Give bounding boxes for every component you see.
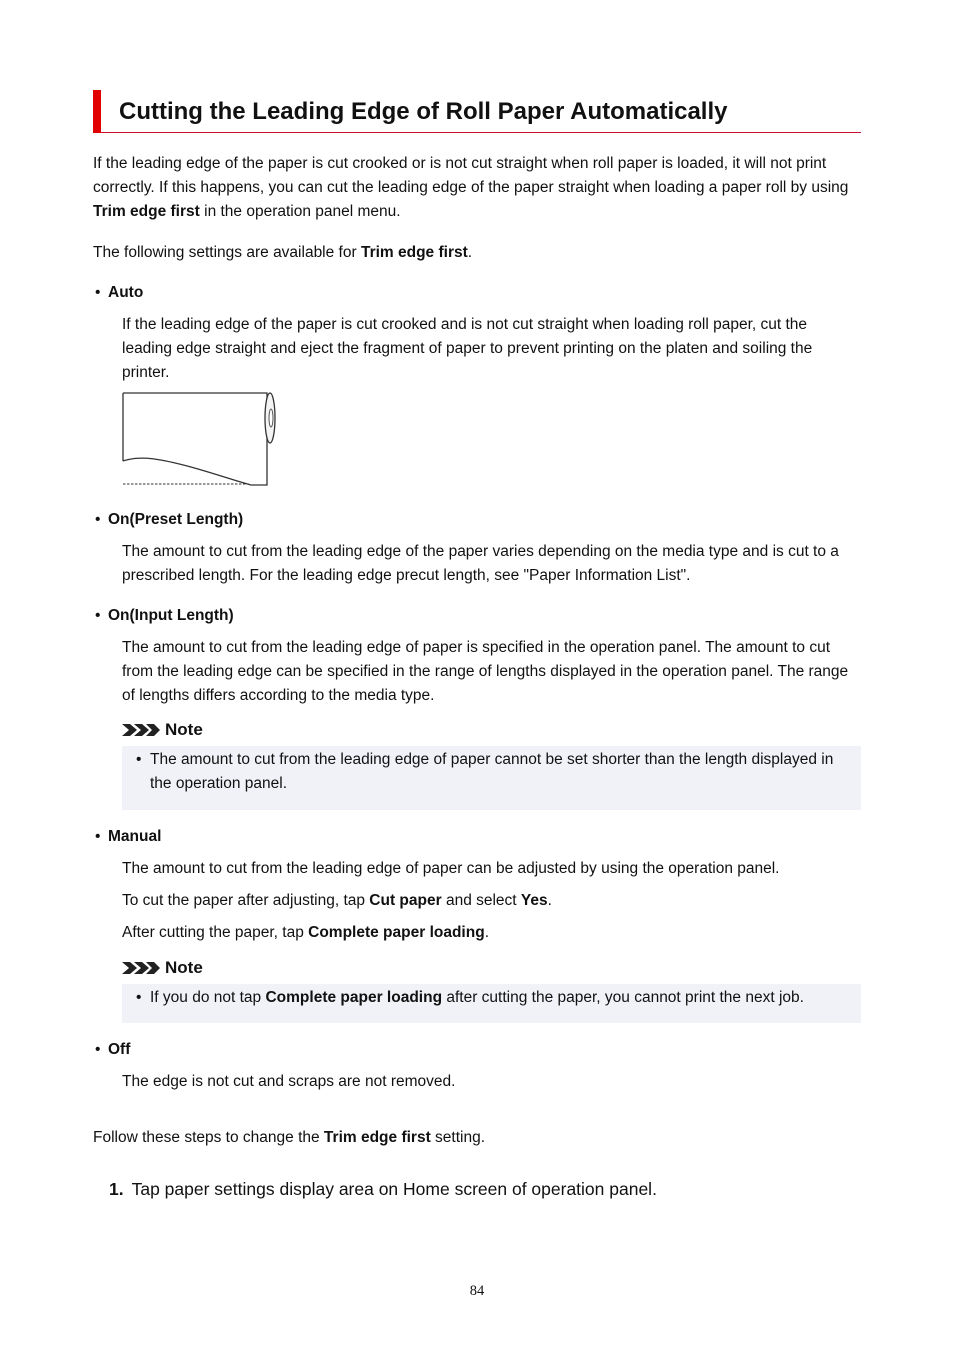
option-input-label: • On(Input Length) bbox=[108, 604, 234, 628]
option-input-description: The amount to cut from the leading edge of paper is specified in the operation panel. The amount to cut from the leading edge can be specified in the range of lengths displayed in the operation panel. The range of lengths differs according to the media type. bbox=[122, 639, 849, 704]
complete-paper-loading-term: Complete paper loading bbox=[308, 924, 485, 941]
manual-line-2: To cut the paper after adjusting, tap Cut paper and select Yes. bbox=[122, 892, 552, 909]
follow-steps-paragraph: Follow these steps to change the Trim edge first setting. bbox=[93, 1129, 486, 1146]
note-chevron-icon bbox=[122, 960, 160, 976]
section-heading bbox=[93, 90, 861, 133]
heading-accent-bar bbox=[93, 90, 101, 133]
note-label: Note bbox=[165, 958, 203, 977]
option-off-description: The edge is not cut and scraps are not removed. bbox=[122, 1073, 456, 1090]
note-box bbox=[122, 746, 861, 810]
option-manual-label: • Manual bbox=[108, 825, 161, 849]
note-text: • If you do not tap Complete paper loading after cutting the paper, you cannot print the next job. bbox=[150, 986, 857, 1010]
option-preset-description: The amount to cut from the leading edge of the paper varies depending on the media type and is cut to a prescribed length. For the leading edge precut length, see "Paper Information List". bbox=[122, 543, 839, 584]
step-1 bbox=[109, 1176, 657, 1202]
cut-paper-term: Cut paper bbox=[369, 892, 442, 909]
yes-term: Yes bbox=[520, 892, 548, 909]
settings-intro bbox=[93, 241, 861, 265]
note-box bbox=[122, 984, 861, 1023]
settings-intro-text: The following settings are available for bbox=[93, 244, 361, 261]
roll-paper-illustration bbox=[121, 391, 277, 488]
note-text: • The amount to cut from the leading edge of paper cannot be set shorter than the length displayed in the operation panel. bbox=[150, 748, 857, 796]
option-auto-description: If the leading edge of the paper is cut crooked and is not cut straight when loading roll paper, cut the leading edge straight and eject the fragment of paper to prevent printing on the platen and soiling the printer. bbox=[122, 316, 813, 381]
option-off-label: • Off bbox=[108, 1038, 130, 1062]
step-text: Tap paper settings display area on Home screen of operation panel. bbox=[131, 1179, 657, 1199]
option-preset-label: • On(Preset Length) bbox=[108, 508, 243, 532]
step-number: 1. bbox=[109, 1179, 124, 1199]
settings-intro-end: . bbox=[467, 244, 473, 261]
intro-bold: Trim edge first bbox=[93, 203, 200, 220]
note-chevron-icon bbox=[122, 722, 160, 738]
settings-intro-bold: Trim edge first bbox=[360, 244, 468, 261]
page-number: 84 bbox=[469, 1283, 485, 1299]
note-label: Note bbox=[165, 720, 203, 739]
document-page bbox=[93, 0, 861, 1350]
manual-line-3: After cutting the paper, tap Complete paper loading. bbox=[122, 924, 489, 941]
intro-text: If the leading edge of the paper is cut crooked or is not cut straight when roll paper is loaded, it will not print correctly. If this happens, you can cut the leading edge of the paper straight when loading a paper roll by using bbox=[93, 155, 849, 196]
intro-paragraph bbox=[93, 152, 861, 224]
intro-text-end: in the operation panel menu. bbox=[199, 203, 401, 220]
option-auto-label: • Auto bbox=[108, 281, 143, 305]
page-title: Cutting the Leading Edge of Roll Paper Automatically bbox=[119, 98, 728, 125]
manual-line-1: The amount to cut from the leading edge of paper can be adjusted by using the operation panel. bbox=[122, 860, 780, 877]
